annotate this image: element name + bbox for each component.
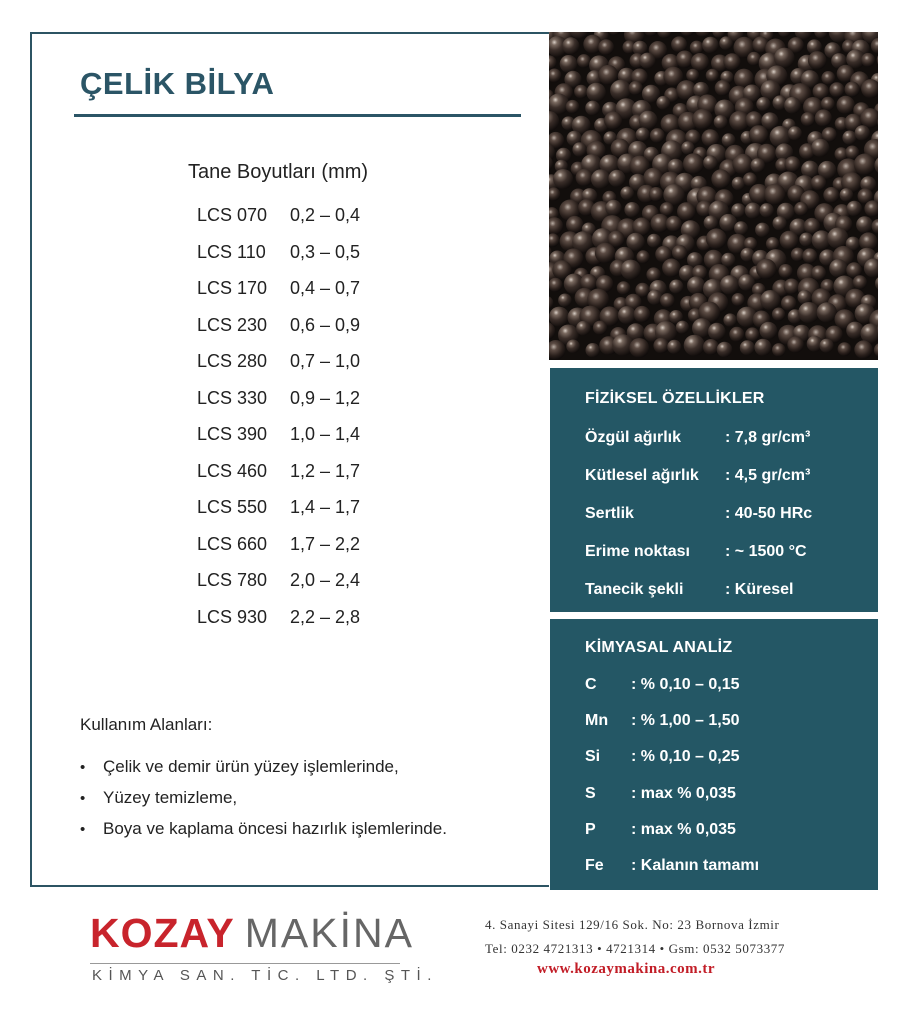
chemical-row	[585, 676, 740, 694]
chemical-row	[585, 748, 740, 766]
steel-shot-ball	[755, 223, 770, 238]
steel-shot-ball	[703, 339, 719, 355]
property-row	[585, 467, 810, 485]
steel-shot-ball	[647, 234, 661, 248]
steel-shot-ball	[772, 343, 786, 357]
steel-shot-ball	[591, 169, 610, 188]
steel-shot-ball	[801, 112, 815, 126]
steel-shot-ball	[636, 128, 650, 142]
steel-shot-ball	[706, 228, 727, 249]
steel-shot-ball	[717, 342, 733, 358]
chemical-element: S	[585, 785, 596, 802]
steel-shot-ball	[702, 37, 719, 54]
chemical-element: C	[585, 676, 597, 693]
size-row	[197, 278, 360, 315]
steel-shot-ball	[681, 141, 694, 154]
chemical-value: : % 1,00 – 1,50	[631, 712, 740, 729]
chemical-element: P	[585, 821, 596, 838]
physical-properties-panel	[550, 368, 878, 612]
size-row	[197, 388, 360, 425]
steel-shot-ball	[706, 69, 719, 82]
property-row	[585, 505, 812, 523]
property-label: Tanecik şekli	[585, 581, 684, 598]
steel-shot-ball	[585, 101, 600, 116]
steel-shot-ball	[760, 203, 774, 217]
list-item	[80, 757, 447, 788]
list-item	[80, 819, 447, 850]
steel-shot-ball	[820, 339, 834, 353]
steel-shot-ball	[604, 111, 622, 129]
steel-shot-ball	[617, 281, 631, 295]
steel-shot-ball	[723, 53, 740, 70]
steel-shot-ball	[576, 169, 593, 186]
chemical-value: : % 0,10 – 0,25	[631, 748, 740, 765]
steel-shot-ball	[624, 202, 639, 217]
steel-shot-ball	[634, 306, 651, 323]
steel-shot-ball	[598, 39, 614, 55]
steel-shot-ball	[572, 142, 586, 156]
property-value: : 4,5 gr/cm³	[725, 467, 811, 484]
steel-shot-ball	[794, 202, 808, 216]
steel-shot-ball	[687, 276, 705, 294]
steel-shot-ball	[788, 126, 802, 140]
steel-shot-ball	[672, 245, 687, 260]
steel-shot-ball	[708, 323, 726, 341]
steel-shot-ball	[845, 82, 860, 97]
steel-shot-ball	[656, 96, 670, 110]
steel-shot-texture	[549, 32, 878, 360]
steel-shot-ball	[566, 100, 580, 114]
steel-shot-ball	[817, 302, 837, 322]
size-row	[197, 607, 360, 644]
property-value: : 7,8 gr/cm³	[725, 429, 811, 446]
steel-shot-ball	[764, 184, 785, 205]
steel-shot-ball	[667, 340, 681, 354]
steel-shot-ball	[808, 51, 827, 70]
size-row	[197, 315, 360, 352]
steel-shot-ball	[711, 169, 730, 188]
steel-shot-ball	[861, 53, 875, 67]
chemical-value: : max % 0,035	[631, 821, 736, 838]
steel-shot-ball	[785, 156, 801, 172]
steel-shot-ball	[754, 339, 771, 356]
property-row	[585, 429, 810, 447]
chemical-value: : Kalanın tamamı	[631, 857, 760, 874]
steel-shot-ball	[593, 321, 607, 335]
company-phones: Tel: 0232 4721313 • 4721314 • Gsm: 0532 5073377	[485, 941, 785, 956]
steel-shot-ball	[662, 259, 681, 278]
size-row	[197, 461, 360, 498]
size-range: 2,0 – 2,4	[290, 570, 361, 590]
steel-shot-ball	[773, 216, 787, 230]
steel-shot-ball	[799, 233, 813, 247]
steel-shot-ball	[853, 275, 867, 289]
steel-shot-ball	[647, 290, 662, 305]
property-value: : 40-50 HRc	[725, 505, 813, 522]
steel-shot-ball	[677, 202, 696, 221]
chemical-element: Mn	[585, 712, 609, 729]
company-website-link[interactable]: www.kozaymakina.com.tr	[537, 961, 716, 977]
steel-shot-ball	[703, 155, 718, 170]
steel-shot-ball	[734, 221, 748, 235]
steel-shot-ball	[646, 267, 660, 281]
steel-shot-ball	[595, 243, 616, 264]
chemical-row	[585, 857, 759, 875]
physical-properties-title: FİZİKSEL ÖZELLİKLER	[585, 390, 765, 407]
bullet-icon: •	[80, 759, 86, 776]
size-code: LCS 330	[197, 387, 268, 408]
steel-shot-ball	[704, 216, 718, 230]
steel-shot-ball	[683, 153, 704, 174]
steel-shot-ball	[821, 97, 835, 111]
steel-shot-ball	[639, 53, 655, 69]
steel-shot-ball	[821, 71, 835, 85]
chemical-row	[585, 785, 736, 803]
steel-shot-ball	[829, 259, 847, 277]
size-code: LCS 170	[197, 278, 268, 298]
steel-shot-ball	[650, 128, 665, 143]
usage-heading: Kullanım Alanları:	[80, 715, 213, 734]
steel-shot-ball	[618, 306, 636, 324]
steel-shot-ball	[720, 275, 739, 294]
steel-shot-ball	[669, 280, 683, 294]
steel-shot-ball	[562, 37, 579, 54]
steel-shot-ball	[566, 340, 580, 354]
steel-shot-ball	[829, 82, 844, 97]
size-range: 1,4 – 1,7	[290, 497, 361, 517]
size-code: LCS 390	[197, 424, 268, 444]
steel-shot-ball	[690, 41, 704, 55]
chemical-analysis-title: KİMYASAL ANALİZ	[585, 639, 733, 656]
steel-shot-ball	[653, 338, 669, 354]
company-logo	[90, 910, 438, 984]
size-range: 0,6 – 0,9	[290, 314, 361, 335]
steel-shot-ball	[608, 170, 625, 187]
steel-shot-ball	[838, 342, 852, 356]
chemical-row	[585, 712, 740, 730]
steel-shot-ball	[684, 335, 705, 356]
size-range: 0,7 – 1,0	[290, 351, 361, 371]
steel-shot-ball	[714, 115, 728, 129]
size-range: 1,0 – 1,4	[290, 424, 361, 444]
property-row	[585, 581, 793, 599]
steel-shot-ball	[787, 336, 804, 353]
usage-text: Yüzey temizleme,	[103, 788, 238, 807]
steel-shot-ball	[743, 172, 757, 186]
steel-shot-ball	[621, 260, 641, 280]
size-row	[197, 570, 360, 607]
steel-shot-ball	[811, 266, 826, 281]
steel-shot-ball	[605, 200, 621, 216]
steel-shot-ball	[756, 97, 770, 111]
steel-shot-ball	[842, 131, 856, 145]
bullet-icon: •	[80, 821, 86, 838]
steel-shot-ball	[766, 237, 779, 250]
steel-shot-ball	[676, 321, 689, 334]
size-range: 0,4 – 0,7	[290, 278, 361, 298]
steel-shot-ball	[549, 307, 569, 327]
steel-shot-ball	[610, 80, 631, 101]
size-code: LCS 230	[197, 314, 268, 335]
steel-shot-ball	[749, 125, 768, 144]
bullet-icon: •	[80, 790, 86, 807]
grain-size-heading: Tane Boyutları (mm)	[188, 161, 369, 183]
steel-shot-ball	[774, 48, 795, 69]
steel-shot-ball	[560, 55, 578, 73]
size-code: LCS 780	[197, 570, 268, 590]
size-code: LCS 550	[197, 497, 268, 517]
page-title: ÇELİK BİLYA	[80, 66, 275, 101]
size-code: LCS 660	[197, 533, 268, 554]
steel-shot-ball	[637, 250, 650, 263]
property-row	[585, 543, 807, 561]
steel-shot-ball	[629, 81, 643, 95]
steel-shot-ball	[692, 109, 713, 130]
chemical-value: : max % 0,035	[631, 785, 736, 802]
steel-shot-ball	[691, 53, 709, 71]
steel-shot-ball	[837, 96, 855, 114]
usage-text: Boya ve kaplama öncesi hazırlık işlemlerinde.	[103, 819, 447, 838]
steel-shot-ball	[781, 296, 796, 311]
steel-shot-ball	[723, 313, 736, 326]
steel-shot-ball	[827, 228, 848, 249]
steel-shot-ball	[586, 343, 600, 357]
title-divider	[74, 114, 521, 117]
size-row	[197, 424, 360, 461]
company-address: 4. Sanayi Sitesi 129/16 Sok. No: 23 Bornova İzmir	[485, 917, 780, 932]
size-code: LCS 110	[197, 241, 266, 262]
property-label: Özgül ağırlık	[585, 429, 682, 446]
steel-shot-ball	[721, 253, 735, 267]
steel-shot-ball	[854, 340, 872, 358]
steel-shot-ball	[802, 248, 817, 263]
size-row	[197, 497, 360, 534]
steel-shot-ball	[553, 169, 573, 189]
grain-size-list	[197, 205, 360, 643]
size-range: 1,7 – 2,2	[290, 533, 361, 554]
chemical-value: : % 0,10 – 0,15	[631, 676, 740, 693]
size-range: 1,2 – 1,7	[290, 460, 361, 481]
steel-shot-ball	[686, 69, 699, 82]
size-row	[197, 242, 360, 279]
steel-shot-ball	[576, 321, 591, 336]
steel-shot-ball	[666, 216, 682, 232]
steel-shot-ball	[719, 36, 733, 50]
property-label: Erime noktası	[585, 543, 690, 560]
size-code: LCS 930	[197, 606, 268, 627]
steel-shot-ball	[574, 85, 588, 99]
steel-shot-ball	[772, 308, 785, 321]
steel-shot-ball	[745, 327, 759, 341]
size-row	[197, 205, 360, 242]
logo-kozay: KOZAY	[90, 910, 235, 956]
property-label: Sertlik	[585, 505, 634, 522]
steel-shot-ball	[854, 154, 876, 176]
usage-text: Çelik ve demir ürün yüzey işlemlerinde,	[103, 757, 399, 776]
steel-shot-ball	[649, 187, 663, 201]
steel-shot-ball	[811, 139, 829, 157]
property-value: : ~ 1500 °C	[725, 543, 807, 560]
steel-shot-ball	[760, 322, 778, 340]
steel-shot-ball	[676, 51, 693, 68]
chemical-analysis-panel	[550, 619, 878, 890]
steel-shot-ball	[629, 338, 649, 358]
steel-shot-ball	[732, 154, 753, 175]
steel-shot-ball	[732, 293, 745, 306]
steel-shot-ball	[798, 302, 819, 323]
size-row	[197, 351, 360, 388]
steel-shot-ball	[639, 111, 658, 130]
logo-wordmark	[90, 910, 414, 957]
steel-shot-ball	[620, 186, 634, 200]
size-range: 0,3 – 0,5	[290, 241, 361, 262]
steel-shot-ball	[587, 83, 606, 102]
steel-shot-ball	[566, 216, 583, 233]
logo-divider	[90, 963, 400, 964]
steel-shot-photo	[549, 32, 878, 360]
usage-list	[80, 757, 447, 850]
steel-shot-ball	[847, 201, 862, 216]
property-label: Kütlesel ağırlık	[585, 467, 699, 484]
steel-shot-ball	[660, 293, 675, 308]
steel-shot-ball	[715, 80, 731, 96]
property-value: : Küresel	[725, 581, 794, 598]
steel-shot-ball	[740, 340, 755, 355]
steel-shot-ball	[779, 264, 793, 278]
steel-shot-ball	[751, 158, 765, 172]
size-code: LCS 460	[197, 460, 268, 481]
steel-shot-ball	[558, 294, 572, 308]
steel-shot-ball	[840, 188, 854, 202]
logo-subtitle: KİMYA SAN. TİC. LTD. ŞTİ.	[92, 967, 438, 984]
size-range: 0,9 – 1,2	[290, 387, 361, 408]
steel-shot-ball	[811, 175, 826, 190]
steel-shot-ball	[815, 109, 832, 126]
steel-shot-ball	[745, 203, 761, 219]
steel-shot-ball	[729, 327, 744, 342]
steel-shot-ball	[577, 54, 591, 68]
steel-shot-ball	[855, 125, 870, 140]
size-range: 2,2 – 2,8	[290, 606, 361, 627]
steel-shot-ball	[784, 279, 800, 295]
size-range: 0,2 – 0,4	[290, 205, 361, 225]
logo-makina: MAKİNA	[244, 910, 414, 956]
steel-shot-ball	[756, 259, 776, 279]
steel-shot-ball	[671, 36, 687, 52]
steel-shot-ball	[731, 203, 745, 217]
size-code: LCS 280	[197, 351, 268, 371]
steel-shot-ball	[856, 216, 873, 233]
chemical-row	[585, 821, 736, 839]
size-code: LCS 070	[197, 205, 268, 225]
chemical-element: Fe	[585, 857, 604, 874]
size-row	[197, 534, 360, 571]
steel-shot-ball	[823, 187, 839, 203]
steel-shot-ball	[780, 231, 799, 250]
chemical-element: Si	[585, 748, 601, 765]
list-item	[80, 788, 447, 819]
steel-shot-ball	[760, 290, 780, 310]
steel-shot-ball	[784, 97, 801, 114]
